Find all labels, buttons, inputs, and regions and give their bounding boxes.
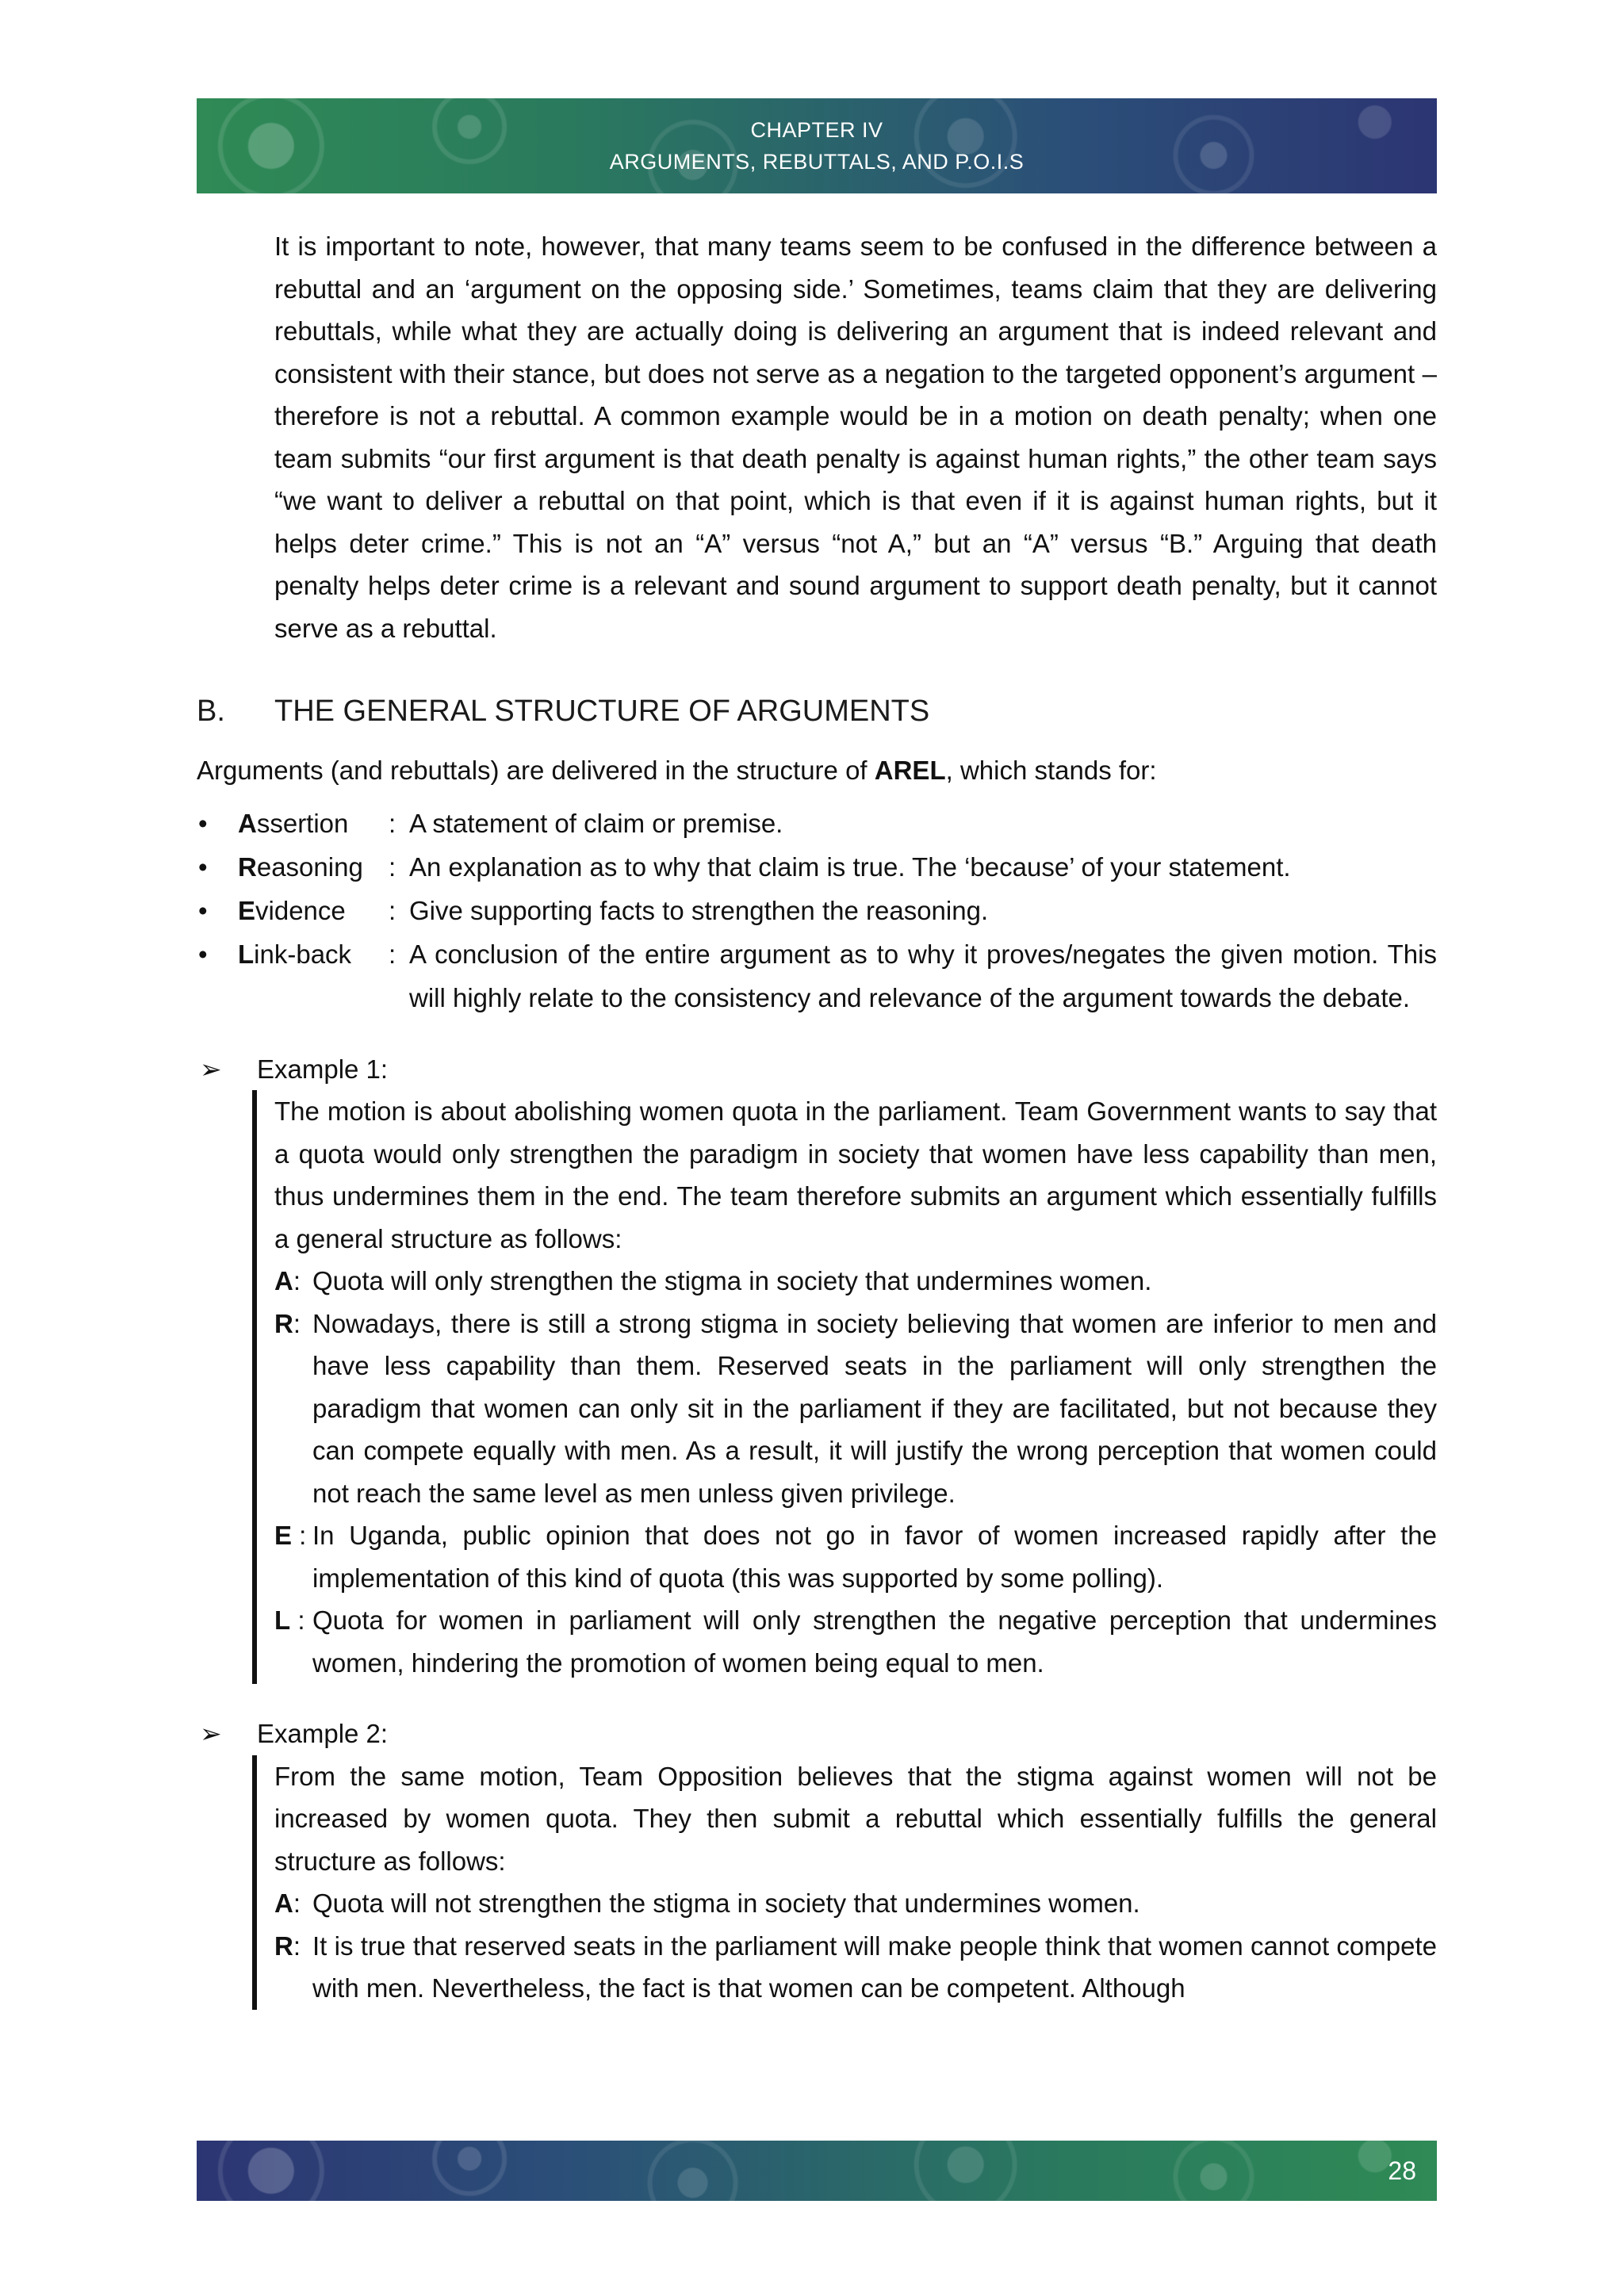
arel-term: Assertion — [238, 808, 349, 838]
chapter-title: ARGUMENTS, REBUTTALS, AND P.O.I.S — [609, 150, 1025, 174]
arel-desc: An explanation as to why that claim is true. The ‘because’ of your statement. — [409, 851, 1291, 882]
example-reasoning: R: Nowadays, there is still a strong stigma in society believing that women are inferior to men and have less capability than them. Reserved seats in the parliament will only strengthen the paradigm that women can only sit in the parliament if they are facilitated, but not because they can compete equally with men. As a result, it will justify the wrong perception that women could not reach the same level as men unless given privilege. — [274, 1308, 1437, 1508]
example-evidence: E : In Uganda, public opinion that does not go in favor of women increased rapidly after the implementation of this kind of quota (this was supported by some polling). — [274, 1521, 1437, 1593]
example-label: Example 1: — [257, 1054, 389, 1084]
arel-term: Evidence — [238, 895, 346, 925]
arrow-bullet-icon: ➢ — [200, 1719, 222, 1748]
arel-intro-tail: , which stands for: — [945, 756, 1157, 785]
arel-item-evidence — [197, 889, 1437, 932]
footer-banner — [197, 2141, 1437, 2201]
arel-intro — [197, 749, 1437, 792]
bullet-icon: • — [198, 895, 208, 925]
example-reasoning: R: It is true that reserved seats in the parliament will make people think that women cannot compete with men. Nevertheless, the fact is that women can be competent. Although — [274, 1931, 1437, 2003]
page-content — [197, 225, 1437, 2010]
example-assertion: A: Quota will only strengthen the stigma in society that undermines women. — [274, 1266, 1152, 1295]
arel-intro-text: Arguments (and rebuttals) are delivered in the structure of — [197, 756, 875, 785]
arel-term: Reasoning — [238, 851, 363, 882]
example-intro: From the same motion, Team Opposition believes that the stigma against women will not be increased by women quota. They then submit a rebuttal which essentially fulfills the general structure as follows: — [274, 1761, 1437, 1876]
bullet-icon: • — [198, 851, 208, 882]
page-number: 28 — [1388, 2156, 1416, 2185]
arel-item-link-back — [197, 932, 1437, 1020]
arel-item-reasoning — [197, 845, 1437, 889]
arrow-bullet-icon: ➢ — [200, 1054, 222, 1084]
example-body — [252, 1090, 1437, 1684]
section-title: THE GENERAL STRUCTURE OF ARGUMENTS — [274, 695, 930, 728]
example-assertion: A: Quota will not strengthen the stigma in society that undermines women. — [274, 1888, 1140, 1918]
colon: : — [389, 808, 396, 838]
example-intro: The motion is about abolishing women quota in the parliament. Team Government wants to say that a quota would only strengthen the paradigm in society that women have less capability than men, thus undermines them in the end. The team therefore submits an argument which essentially fulfills a general structure as follows: — [274, 1096, 1437, 1253]
example-label: Example 2: — [257, 1719, 389, 1748]
colon: : — [389, 851, 396, 882]
bullet-icon: • — [198, 939, 208, 969]
decorative-pattern — [197, 2141, 1437, 2201]
arel-desc: Give supporting facts to strengthen the reasoning. — [409, 895, 989, 925]
section-heading — [197, 689, 1437, 733]
colon: : — [389, 895, 396, 925]
arel-desc: A statement of claim or premise. — [409, 808, 783, 838]
intro-paragraph: It is important to note, however, that many teams seem to be confused in the difference between a rebuttal and an ‘argument on the opposing side.’ Sometimes, teams claim that they are delivering rebuttals, while what they are actually doing is delivering an argument that is indeed relevant and consistent with their stance, but does not serve as a negation to the targeted opponent’s argument –therefore is not a rebuttal. A common example would be in a motion on death penalty; when one team submits “our first argument is that death penalty is against human rights,” the other team says “we want to deliver a rebuttal on that point, which is that even if it is against human rights, but it helps deter crime.” This is not an “A” versus “not A,” but an “A” versus “B.” Arguing that death penalty helps deter crime is a relevant and sound argument to support death penalty, but it cannot serve as a rebuttal. — [274, 232, 1437, 643]
example-link-back: L : Quota for women in parliament will only strengthen the negative perception that undermines women, hindering the promotion of women being equal to men. — [274, 1605, 1437, 1678]
header-banner — [197, 98, 1437, 193]
colon: : — [389, 939, 396, 969]
chapter-label: CHAPTER IV — [750, 118, 883, 142]
section-letter: B. — [197, 695, 225, 728]
example-1 — [197, 1048, 1437, 1685]
arel-acronym: AREL — [874, 756, 946, 785]
arel-desc: A conclusion of the entire argument as to why it proves/negates the given motion. This will highly relate to the consistency and relevance of the argument towards the debate. — [409, 939, 1437, 1012]
example-2 — [197, 1712, 1437, 2010]
arel-term: Link-back — [238, 939, 352, 969]
bullet-icon: • — [198, 808, 208, 838]
arel-list — [197, 802, 1437, 1020]
example-body — [252, 1755, 1437, 2010]
arel-item-assertion — [197, 802, 1437, 845]
